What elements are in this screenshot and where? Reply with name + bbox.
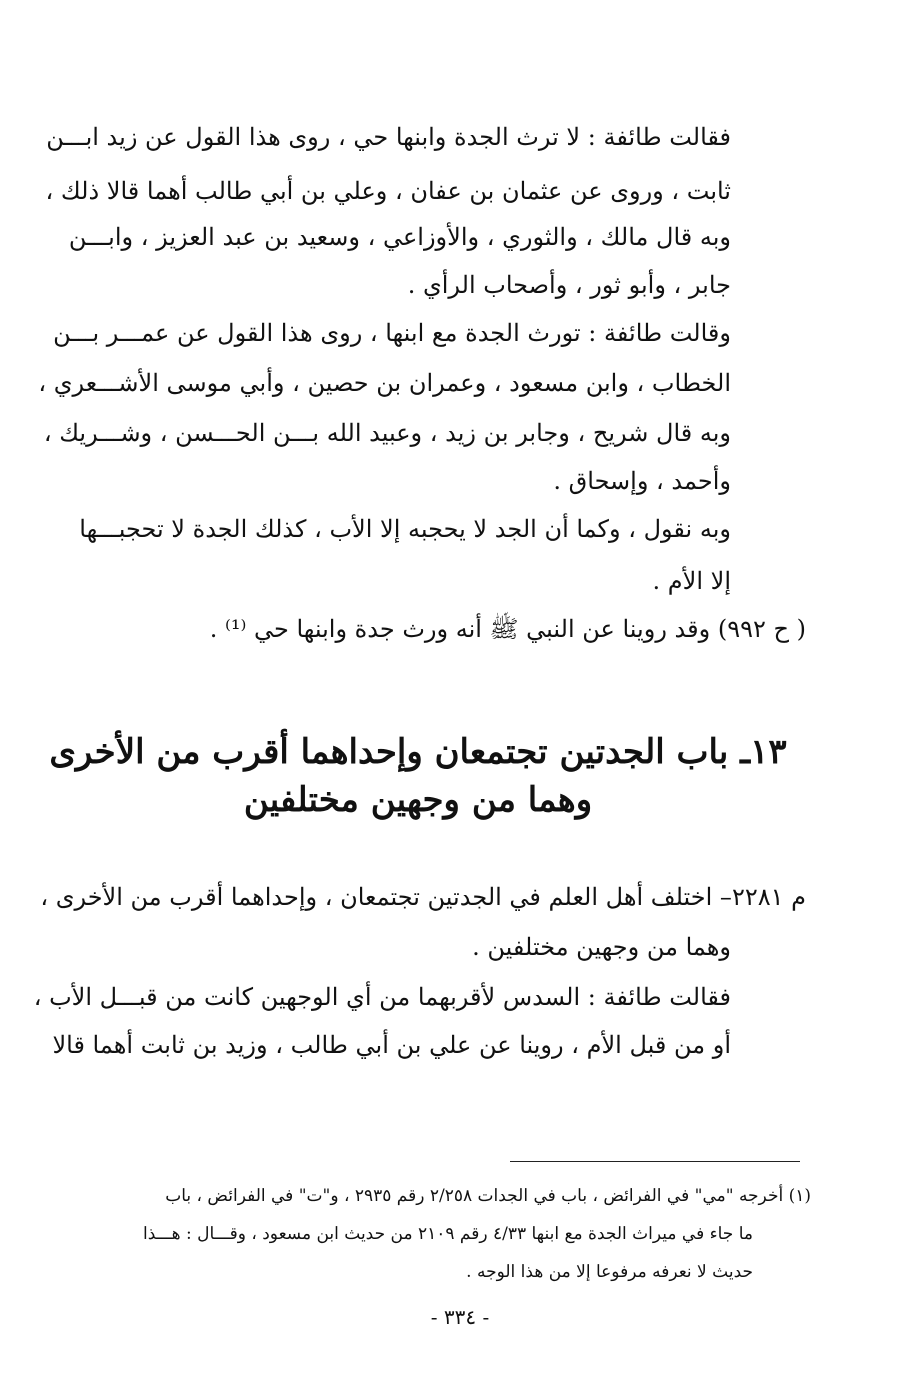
body-line: أو من قبل الأم ، روينا عن علي بن أبي طالب ، وزيد بن ثابت أهما قالا bbox=[52, 1031, 731, 1059]
section-heading: ١٣ـ باب الجدتين تجتمعان وإحداهما أقرب من الأخرى bbox=[49, 732, 787, 772]
body-line: وبه نقول ، وكما أن الجد لا يحجبه إلا الأب ، كذلك الجدة لا تحجبـــها bbox=[79, 515, 731, 543]
body-line: وقالت طائفة : تورث الجدة مع ابنها ، روى هذا القول عن عمـــر بـــن bbox=[53, 319, 731, 347]
footnote-separator bbox=[510, 1161, 800, 1162]
body-line: وأحمد ، وإسحاق . bbox=[553, 467, 731, 495]
body-line: إلا الأم . bbox=[652, 567, 731, 595]
body-line: وبه قال شريح ، وجابر بن زيد ، وعبيد الله بـــن الحـــسن ، وشـــريك ، bbox=[43, 419, 731, 447]
masala-line: م ٢٢٨١– اختلف أهل العلم في الجدتين تجتمعان ، وإحداهما أقرب من الأخرى ، bbox=[40, 883, 806, 911]
body-line: جابر ، وأبو ثور ، وأصحاب الرأي . bbox=[407, 271, 731, 299]
footnote-line: ما جاء في ميراث الجدة مع ابنها ٤/٣٣ رقم ٢١٠٩ من حديث ابن مسعود ، وقـــال : هـــذا bbox=[143, 1224, 753, 1244]
body-line: فقالت طائفة : لا ترث الجدة وابنها حي ، روى هذا القول عن زيد ابـــن bbox=[46, 123, 731, 151]
body-line: وبه قال مالك ، والثوري ، والأوزاعي ، وسعيد بن عبد العزيز ، وابـــن bbox=[68, 223, 731, 251]
body-line: ثابت ، وروى عن عثمان بن عفان ، وعلي بن أبي طالب أهما قالا ذلك ، bbox=[45, 177, 731, 205]
body-line: فقالت طائفة : السدس لأقربهما من أي الوجهين كانت من قبـــل الأب ، bbox=[33, 983, 731, 1011]
body-line: الخطاب ، وابن مسعود ، وعمران بن حصين ، وأبي موسى الأشـــعري ، bbox=[38, 369, 731, 397]
page-number: - ٣٣٤ - bbox=[430, 1305, 490, 1329]
footnote-line: (١) أخرجه "مي" في الفرائض ، باب في الجدات ٢/٢٥٨ رقم ٢٩٣٥ ، و"ت" في الفرائض ، باب bbox=[165, 1186, 811, 1206]
footnote-line: حديث لا نعرفه مرفوعا إلا من هذا الوجه . bbox=[466, 1262, 753, 1282]
section-heading-sub: وهما من وجهين مختلفين bbox=[243, 780, 593, 820]
masala-line: وهما من وجهين مختلفين . bbox=[472, 933, 731, 961]
hadith-line: ( ح ٩٩٢) وقد روينا عن النبي ﷺ أنه ورث جدة وابنها حي ⁽¹⁾ . bbox=[209, 615, 806, 643]
